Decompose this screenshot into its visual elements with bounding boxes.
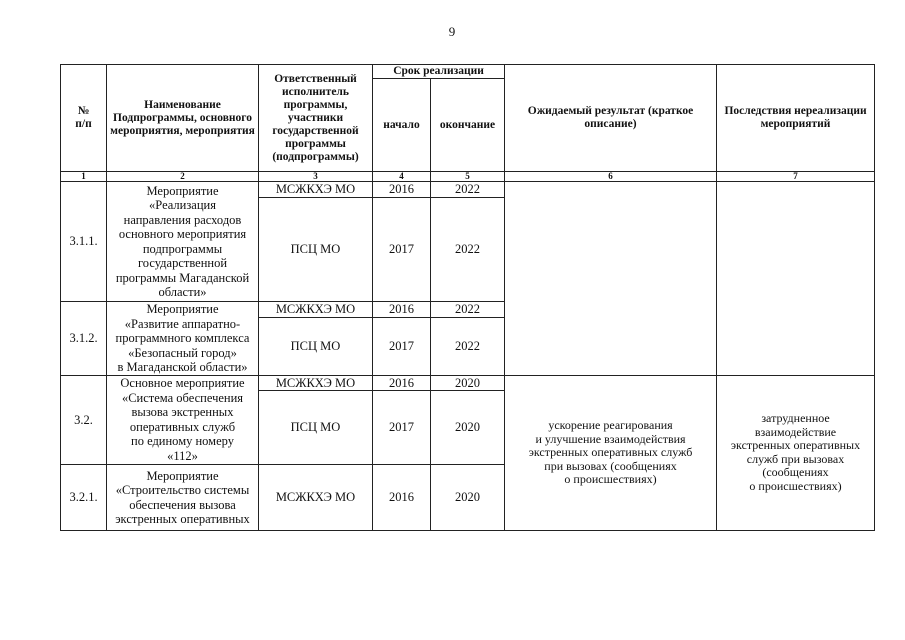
event-name: Мероприятие «Реализация направления расходов основного мероприятия подпрограммы государственной программы Магаданской области»: [107, 182, 259, 302]
header-start: начало: [373, 79, 431, 172]
end-year: 2020: [431, 465, 505, 531]
header-end: окончание: [431, 79, 505, 172]
start-year: 2017: [373, 391, 431, 465]
executor-cell: МСЖКХЭ МО: [259, 302, 373, 318]
header-term: Срок реализации: [373, 65, 505, 79]
header-result: Ожидаемый результат (краткое описание): [505, 65, 717, 172]
start-year: 2016: [373, 182, 431, 198]
start-year: 2017: [373, 317, 431, 375]
non-implementation-consequences: затрудненное взаимодействие экстренных оперативных служб при вызовах (сообщениях о происшествиях): [717, 375, 875, 531]
header-responsible: Ответственный исполнитель программы, участники государственной программы (подпрограммы): [259, 65, 373, 172]
table-row: [61, 182, 875, 198]
row-number: 3.2.1.: [61, 465, 107, 531]
end-year: 2022: [431, 317, 505, 375]
start-year: 2016: [373, 375, 431, 391]
start-year: 2016: [373, 302, 431, 318]
column-number: 5: [431, 172, 505, 182]
end-year: 2020: [431, 391, 505, 465]
end-year: 2022: [431, 198, 505, 302]
event-name: Основное мероприятие «Система обеспечения вызова экстренных оперативных служб по единому номеру «112»: [107, 375, 259, 465]
column-number: 6: [505, 172, 717, 182]
program-table: [60, 64, 875, 531]
column-number: 2: [107, 172, 259, 182]
executor-cell: ПСЦ МО: [259, 198, 373, 302]
row-number: 3.1.2.: [61, 302, 107, 376]
end-year: 2020: [431, 375, 505, 391]
event-name: Мероприятие «Развитие аппаратно- программного комплекса «Безопасный город» в Магаданской области»: [107, 302, 259, 376]
end-year: 2022: [431, 182, 505, 198]
executor-cell: МСЖКХЭ МО: [259, 375, 373, 391]
end-year: 2022: [431, 302, 505, 318]
column-number-row: [61, 172, 875, 182]
executor-cell: МСЖКХЭ МО: [259, 182, 373, 198]
expected-result: ускорение реагирования и улучшение взаимодействия экстренных оперативных служб при вызовах (сообщениях о происшествиях): [505, 375, 717, 531]
executor-cell: ПСЦ МО: [259, 391, 373, 465]
column-number: 1: [61, 172, 107, 182]
consequence-empty-cell: [717, 182, 875, 376]
page-number: 9: [448, 24, 456, 39]
row-number: 3.2.: [61, 375, 107, 465]
result-empty-cell: [505, 182, 717, 376]
start-year: 2017: [373, 198, 431, 302]
header-num: № п/п: [61, 65, 107, 172]
start-year: 2016: [373, 465, 431, 531]
column-number: 3: [259, 172, 373, 182]
table-row: [61, 375, 875, 391]
event-name: Мероприятие «Строительство системы обеспечения вызова экстренных оперативных: [107, 465, 259, 531]
column-number: 4: [373, 172, 431, 182]
row-number: 3.1.1.: [61, 182, 107, 302]
header-row: [61, 65, 875, 79]
executor-cell: МСЖКХЭ МО: [259, 465, 373, 531]
executor-cell: ПСЦ МО: [259, 317, 373, 375]
header-consequences: Последствия нереализации мероприятий: [717, 65, 875, 172]
column-number: 7: [717, 172, 875, 182]
header-name: Наименование Подпрограммы, основного мероприятия, мероприятия: [107, 65, 259, 172]
